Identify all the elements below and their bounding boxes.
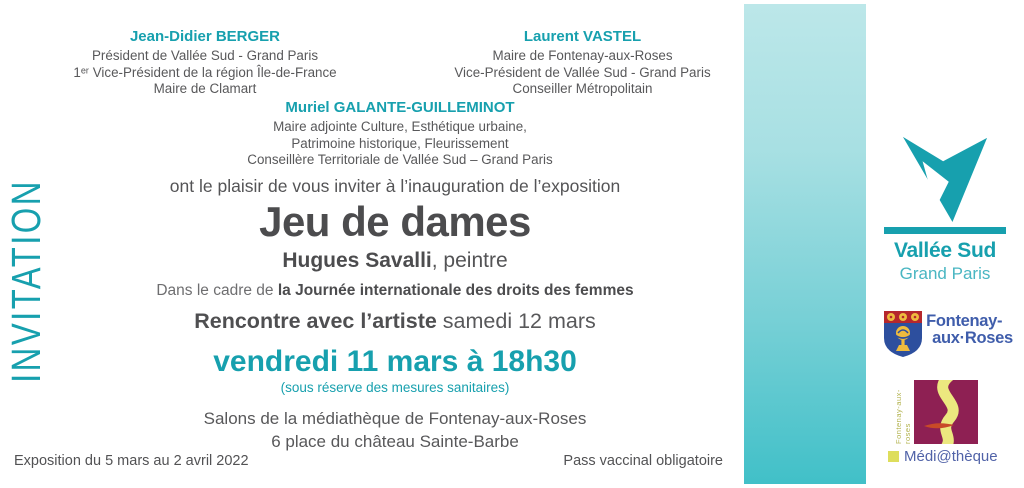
- official-block-vastel: [415, 28, 750, 98]
- artist-line: [63, 249, 727, 273]
- venue-block: [63, 408, 727, 453]
- mediatheque-vertical-text: Fontenay-aux-roses: [894, 389, 912, 444]
- official-title-line: Patrimoine historique, Fleurissement: [291, 135, 509, 151]
- official-title-line: Maire de Fontenay-aux-Roses: [492, 48, 673, 63]
- vallee-sud-arrow-icon: [902, 136, 988, 222]
- artist-role: , peintre: [431, 249, 508, 272]
- exhibition-title: Jeu de dames: [259, 198, 531, 245]
- fontenay-logo-line-1: Fontenay-: [926, 312, 1003, 330]
- context-line: [63, 282, 727, 300]
- meeting-date: samedi 12 mars: [442, 309, 596, 333]
- vallee-sud-logo: [866, 136, 1024, 284]
- footer-row: [14, 453, 723, 469]
- venue-line-1: Salons de la médiathèque de Fontenay-aux-Roses: [203, 409, 587, 428]
- mediatheque-bullet-square: [888, 451, 899, 462]
- context-highlight: la Journée internationale des droits des femmes: [277, 282, 634, 299]
- meeting-line: [63, 309, 727, 334]
- vallee-sud-bar: [884, 227, 1006, 234]
- intro-line: ont le plaisir de vous inviter à l’inauguration de l’exposition: [169, 176, 621, 196]
- footer-pass-notice: Pass vaccinal obligatoire: [563, 453, 723, 469]
- official-title-line: Conseillère Territoriale de Vallée Sud – Grand Paris: [247, 152, 553, 167]
- fontenay-aux-roses-logo: [872, 310, 1024, 358]
- official-title-line: Vice-Président de Vallée Sud - Grand Paris: [454, 64, 711, 80]
- logo-column: [866, 0, 1024, 488]
- mediatheque-logo-icon: [914, 380, 978, 444]
- official-title-line: Conseiller Métropolitain: [512, 81, 653, 96]
- official-block-berger: [40, 28, 370, 98]
- official-title-line: Maire adjointe Culture, Esthétique urbaine,: [273, 119, 527, 134]
- event-note: (sous réserve des mesures sanitaires): [280, 380, 510, 395]
- official-name: Laurent VASTEL: [523, 28, 642, 45]
- footer-exhibition-dates: Exposition du 5 mars au 2 avril 2022: [14, 453, 249, 469]
- official-name: Jean-Didier BERGER: [129, 28, 281, 45]
- main-content: [63, 176, 727, 453]
- context-prefix: Dans le cadre de: [156, 282, 278, 299]
- teal-gradient-band: [744, 4, 866, 484]
- mediatheque-label: Médi@thèque: [904, 448, 998, 465]
- meeting-label: Rencontre avec l’artiste: [194, 309, 443, 333]
- fontenay-coat-of-arms-icon: [883, 310, 923, 358]
- official-title-line: Président de Vallée Sud - Grand Paris: [91, 48, 319, 63]
- fontenay-logo-text: [926, 313, 1013, 347]
- official-block-galante-guilleminot: [180, 99, 620, 169]
- official-title-line: 1ᵉʳ Vice-Président de la région Île-de-France: [73, 64, 337, 80]
- mediatheque-caption: [888, 448, 1024, 465]
- vallee-sud-title: Vallée Sud: [893, 239, 997, 262]
- fontenay-logo-line-2: aux·Roses: [932, 329, 1013, 347]
- event-datetime: vendredi 11 mars à 18h30: [213, 345, 577, 378]
- official-name: Muriel GALANTE-GUILLEMINOT: [285, 99, 515, 116]
- venue-line-2: 6 place du château Sainte-Barbe: [271, 431, 519, 451]
- official-title-line: Maire de Clamart: [153, 81, 257, 96]
- mediatheque-logo: [894, 380, 1024, 465]
- mediatheque-logo-row: [894, 380, 1024, 444]
- vallee-sud-subtitle: Grand Paris: [899, 264, 991, 283]
- artist-name: Hugues Savalli: [282, 249, 432, 272]
- invitation-vertical-label: INVITATION: [4, 179, 49, 383]
